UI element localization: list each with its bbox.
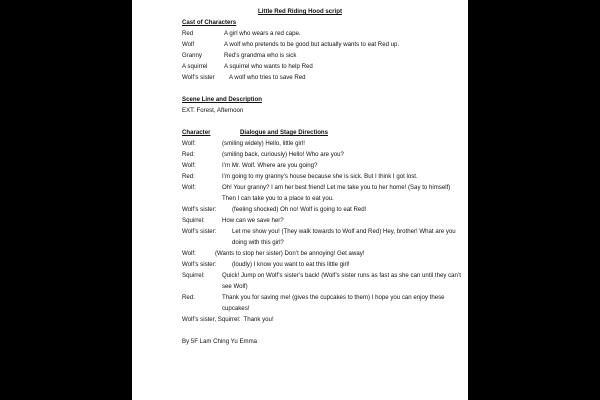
speaker: Red: — [182, 173, 195, 180]
cast-item — [182, 72, 462, 83]
dialogue-text: I’m going to my granny’s house because she is sick. But I think I got lost. — [222, 173, 418, 180]
dialogue-text: (smiling back, curiously) Hello! Who are you? — [222, 151, 344, 158]
script-line — [182, 138, 462, 149]
script-lines — [182, 138, 462, 325]
script-line — [182, 248, 462, 259]
script-line — [182, 226, 462, 248]
dialogue-text: Let me show you! (They walk towards to Wolf and Red) Hey, brother! What are you doing with this girl? — [232, 228, 456, 246]
document-title: Little Red Riding Hood script — [258, 8, 342, 15]
cast-role: Red — [182, 30, 194, 37]
dialogue-header — [182, 127, 462, 138]
script-line — [182, 149, 462, 160]
cast-description: Red’s grandma who is sick — [224, 52, 297, 59]
cast-item — [182, 39, 462, 50]
cast-description: A girl who wears a red cape. — [224, 30, 301, 37]
dialogue-text: (loudly) I know you want to eat this little girl! — [232, 261, 350, 268]
dialogue-text: I’m Mr. Wolf. Where are you going? — [222, 162, 318, 169]
column-character: Character — [182, 129, 211, 136]
dialogue-text: Oh! Your granny? I am her best friend! Let me take you to her home! (Say to himself) Then I can take you to a place to eat you. — [222, 184, 451, 202]
dialogue-text: How can we save her? — [222, 217, 284, 224]
cast-description: A wolf who tries to save Red — [229, 74, 306, 81]
speaker: Wolf’s sister: — [182, 228, 217, 235]
dialogue-text: (smiling widely) Hello, little girl! — [222, 140, 305, 147]
script-line — [182, 314, 462, 325]
speaker: Red: — [182, 294, 195, 301]
script-line — [182, 259, 462, 270]
dialogue-text: Quick! Jump on Wolf’s sister’s back! (Wolf’s sister runs as fast as she can until they can’t see Wolf) — [222, 272, 461, 290]
script-line — [182, 292, 462, 314]
script-line — [182, 270, 462, 292]
dialogue-text: (feeling shocked) Oh no! Wolf is going to eat Red! — [232, 206, 367, 213]
document-content — [182, 6, 462, 347]
dialogue-text: (Wants to stop her sister) Don’t be annoying! Get away! — [215, 250, 365, 257]
cast-role: Wolf — [182, 41, 195, 48]
script-line — [182, 182, 462, 204]
speaker: Red: — [182, 151, 195, 158]
dialogue-text: Thank you for saving me! (gives the cupcakes to them) I hope you can enjoy these cupcakes! — [222, 294, 445, 312]
cast-description: A squirrel who wants to help Red — [224, 63, 313, 70]
speaker: Wolf’s sister: — [182, 206, 217, 213]
speaker: Wolf: — [182, 184, 196, 191]
cast-description: A wolf who pretends to be good but actually wants to eat Red up. — [224, 41, 400, 48]
speaker: Wolf: — [182, 250, 196, 257]
cast-role: Wolf’s sister — [182, 74, 215, 81]
cast-item — [182, 28, 462, 39]
speaker: Wolf: — [182, 162, 196, 169]
scene-text: EXT: Forest, Afternoon — [182, 107, 244, 114]
script-line — [182, 215, 462, 226]
speaker: Squirrel: — [182, 217, 205, 224]
cast-role: A squirrel — [182, 63, 208, 70]
document-page — [132, 0, 468, 400]
scene-heading: Scene Line and Description — [182, 96, 262, 103]
cast-heading: Cast of Characters — [182, 19, 237, 26]
script-line — [182, 204, 462, 215]
column-dialogue: Dialogue and Stage Directions — [240, 129, 329, 136]
cast-item — [182, 50, 462, 61]
speaker: Squirrel: — [182, 272, 205, 279]
cast-role: Granny — [182, 52, 202, 59]
speaker: Wolf’s sister, Squirrel: — [182, 316, 241, 323]
script-line — [182, 171, 462, 182]
speaker: Wolf: — [182, 140, 196, 147]
cast-list — [182, 28, 462, 83]
dialogue-text: Thank you! — [243, 316, 274, 323]
speaker: Wolf’s sister: — [182, 261, 217, 268]
author-credit: By 5F Lam Ching Yu Emma — [182, 338, 258, 345]
cast-item — [182, 61, 462, 72]
script-line — [182, 160, 462, 171]
